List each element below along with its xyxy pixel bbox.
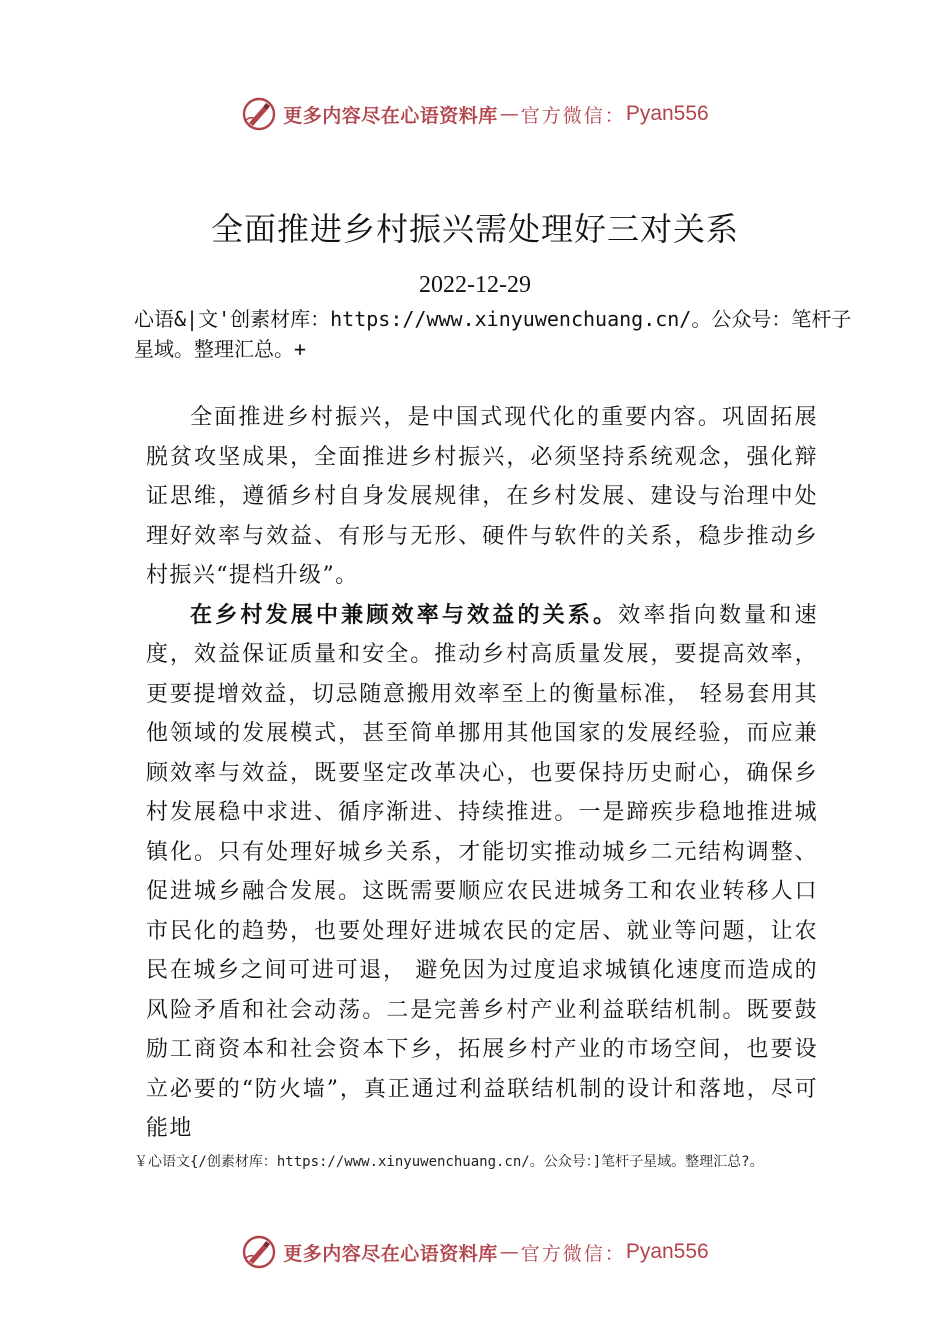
footer-source-note: ￥心语文{/创素材库：https://www.xinyuwenchuang.cn/。公众号：]笔杆子星域。整理汇总?。: [134, 1154, 764, 1170]
banner-wechat-label: 官方微信：: [520, 1242, 626, 1265]
banner-text: 更多内容尽在心语资料库: [283, 1242, 498, 1265]
banner-separator: —: [499, 1241, 519, 1263]
banner-text: 更多内容尽在心语资料库: [283, 104, 498, 127]
paragraph-text: 效率指向数量和速度，效益保证质量和安全。推动乡村高质量发展，要提高效率，更要提增效益，切忌随意搬用效率至上的衡量标准， 轻易套用其他领域的发展模式，甚至简单挪用其他国家的发展经验，而应兼顾效率与效益，既要坚定改革决心，也要保持历史耐心，确保乡村发展稳中求进、循序渐进、持续推进。一是蹄疾步稳地推进城镇化。只有处理好城乡关系，才能切实推动城乡二元结构调整、促进城乡融合发展。这既需要顺应农民进城务工和农业转移人口市民化的趋势，也要处理好进城农民的定居、就业等问题，让农民在城乡之间可进可退， 避免因为过度追求城镇化速度而造成的风险矛盾和社会动荡。二是完善乡村产业利益联结机制。既要鼓励工商资本和社会资本下乡，拓展乡村产业的市场空间，也要设立必要的“防火墙”，真正通过利益联结机制的设计和落地，尽可能地: [146, 602, 818, 1141]
paragraph: [146, 596, 818, 1149]
pen-circle-logo-icon: [241, 1234, 277, 1270]
article-date: 2022-12-29: [419, 272, 531, 298]
header-banner: [0, 94, 950, 134]
banner-wechat-label: 官方微信：: [520, 104, 626, 127]
article-body: [146, 398, 818, 1149]
article-title: 全面推进乡村振兴需处理好三对关系: [210, 210, 739, 248]
paragraph: [146, 398, 818, 596]
source-note: 心语&|文'创素材库：https://www.xinyuwenchuang.cn/。公众号：笔杆子星域。整理汇总。+: [134, 307, 852, 361]
paragraph-lead: 在乡村发展中兼顾效率与效益的关系。: [190, 602, 619, 628]
footer-banner: [0, 1232, 950, 1272]
pen-circle-logo-icon: [241, 96, 277, 132]
banner-wechat-id: Pyan556: [625, 102, 709, 125]
banner-separator: —: [499, 103, 519, 125]
banner-wechat-id: Pyan556: [625, 1240, 709, 1263]
paragraph-text: 全面推进乡村振兴，是中国式现代化的重要内容。巩固拓展脱贫攻坚成果，全面推进乡村振兴，必须坚持系统观念，强化辩证思维，遵循乡村自身发展规律，在乡村发展、建设与治理中处理好效率与效益、有形与无形、硬件与软件的关系，稳步推动乡村振兴“提档升级”。: [146, 405, 818, 588]
